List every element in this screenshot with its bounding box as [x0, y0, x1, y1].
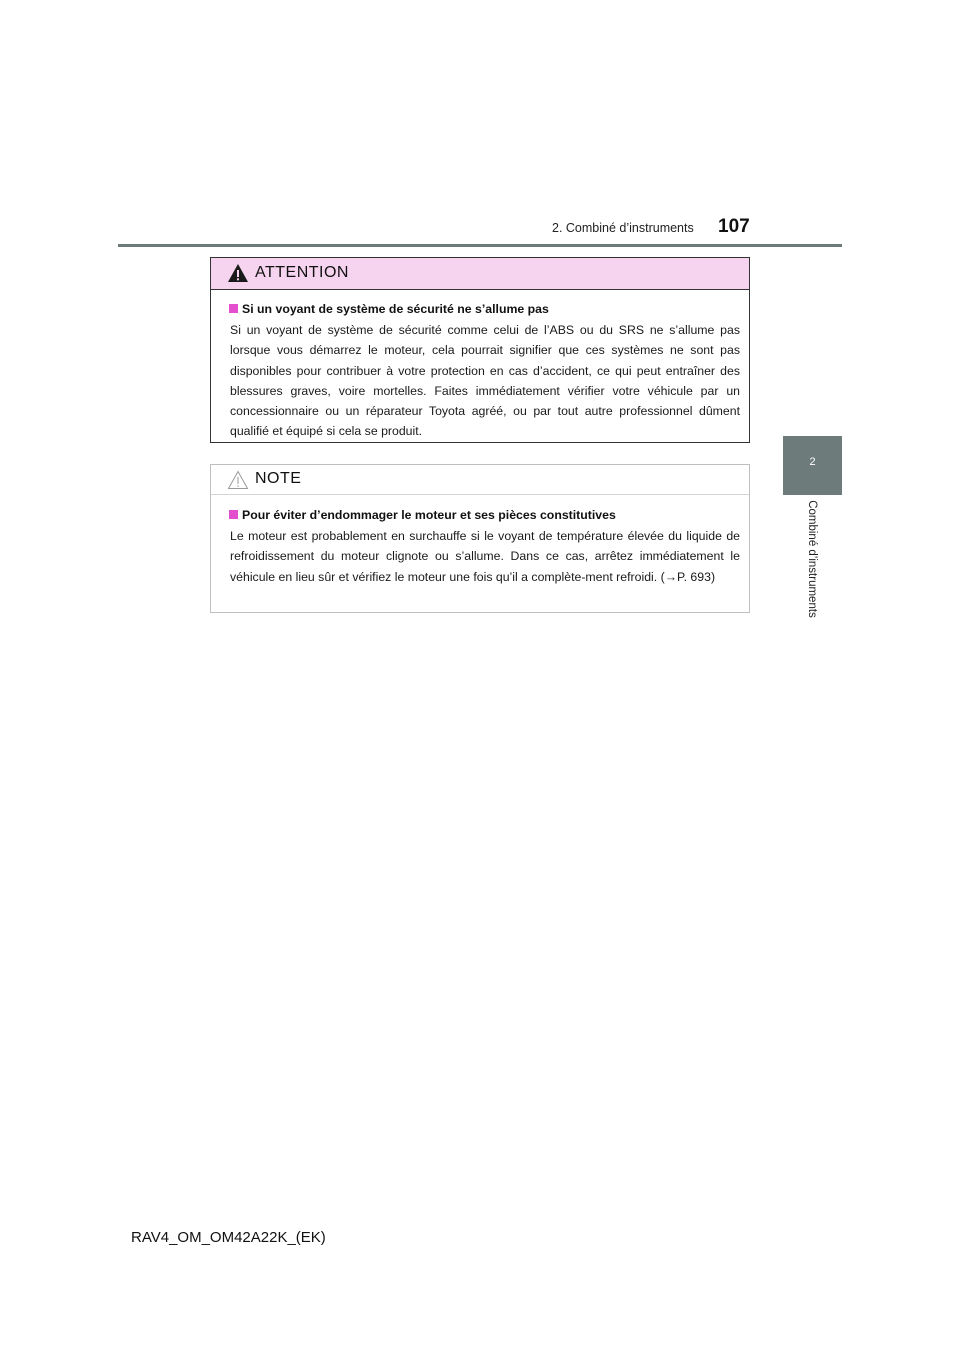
attention-heading [229, 302, 549, 316]
header-chapter-title: 2. Combiné d’instruments [552, 221, 694, 235]
header-rule [118, 244, 842, 247]
note-body: Le moteur est probablement en surchauffe si le voyant de température élevée du liquide de refroidissement du moteur clignote ou s’allume. Dans ce cas, arrêtez immédiatement le véhicule en lieu sûr et vérifiez le moteur une fois qu’il a complète-ment refroidi. (→P. 693) [230, 529, 740, 584]
attention-box [210, 257, 750, 443]
footer-code: RAV4_OM_OM42A22K_(EK) [131, 1229, 326, 1246]
note-header [211, 465, 749, 495]
warning-triangle-outline-icon [227, 470, 249, 490]
attention-heading-text: Si un voyant de système de sécurité ne s’allume pas [242, 302, 549, 316]
note-box [210, 464, 750, 613]
square-bullet-icon [229, 510, 238, 519]
chapter-tab-number: 2 [809, 456, 816, 468]
attention-header [211, 258, 749, 290]
attention-body: Si un voyant de système de sécurité comme celui de l’ABS ou du SRS ne s’allume pas lorsque vous démarrez le moteur, cela pourrait signifier que ces systèmes ne sont pas disponibles pour contribuer à votre protection en cas d’accident, ce qui peut entraîner des blessures graves, voire mortelles. Faites immédiatement vérifier votre véhicule par un concessionnaire ou un réparateur Toyota agréé, ou par tout autre professionnel dûment qualifié et équipé si cela se produit. [230, 323, 740, 439]
warning-triangle-filled-icon [227, 263, 249, 283]
page-number: 107 [718, 216, 750, 237]
note-title: NOTE [255, 470, 302, 487]
note-heading [229, 508, 616, 522]
square-bullet-icon [229, 304, 238, 313]
note-heading-text: Pour éviter d’endommager le moteur et ses pièces constitutives [242, 508, 616, 522]
attention-title: ATTENTION [255, 264, 349, 281]
chapter-side-label: Combiné d’instruments [806, 500, 818, 618]
